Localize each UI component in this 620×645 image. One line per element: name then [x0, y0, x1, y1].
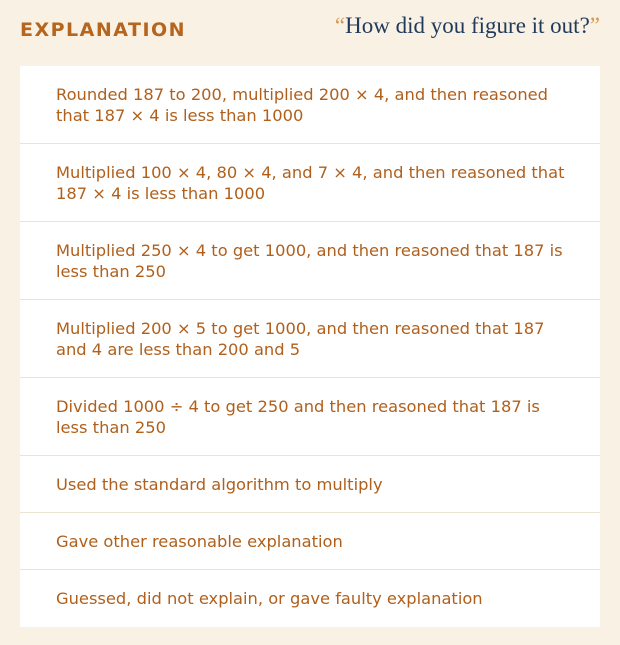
- header: [20, 0, 600, 66]
- header-quote: [335, 13, 600, 39]
- explanation-list: [20, 66, 600, 627]
- explanation-row: [20, 222, 600, 300]
- quote-text: How did you figure it out?: [345, 13, 590, 38]
- explanation-text: Gave other reasonable explanation: [56, 531, 343, 551]
- explanation-row: [20, 300, 600, 378]
- explanation-text: Multiplied 200 × 5 to get 1000, and then reasoned that 187 and 4 are less than 200 and 5: [56, 318, 545, 359]
- section-label: EXPLANATION: [20, 19, 187, 41]
- open-quote-mark: “: [334, 13, 346, 38]
- explanation-text: Divided 1000 ÷ 4 to get 250 and then reasoned that 187 is less than 250: [56, 396, 540, 437]
- explanation-text: Multiplied 250 × 4 to get 1000, and then reasoned that 187 is less than 250: [56, 240, 563, 281]
- explanation-text: Used the standard algorithm to multiply: [56, 474, 383, 494]
- explanation-text: Rounded 187 to 200, multiplied 200 × 4, and then reasoned that 187 × 4 is less than 1000: [56, 84, 548, 125]
- explanation-row: [20, 456, 600, 513]
- explanation-text: Multiplied 100 × 4, 80 × 4, and 7 × 4, and then reasoned that 187 × 4 is less than 1000: [56, 162, 565, 203]
- explanation-row: [20, 570, 600, 627]
- explanation-row: [20, 513, 600, 570]
- explanation-row: [20, 66, 600, 144]
- explanation-text: Guessed, did not explain, or gave faulty explanation: [56, 589, 483, 608]
- close-quote-mark: ”: [589, 13, 600, 38]
- explanation-row: [20, 378, 600, 456]
- explanation-row: [20, 144, 600, 222]
